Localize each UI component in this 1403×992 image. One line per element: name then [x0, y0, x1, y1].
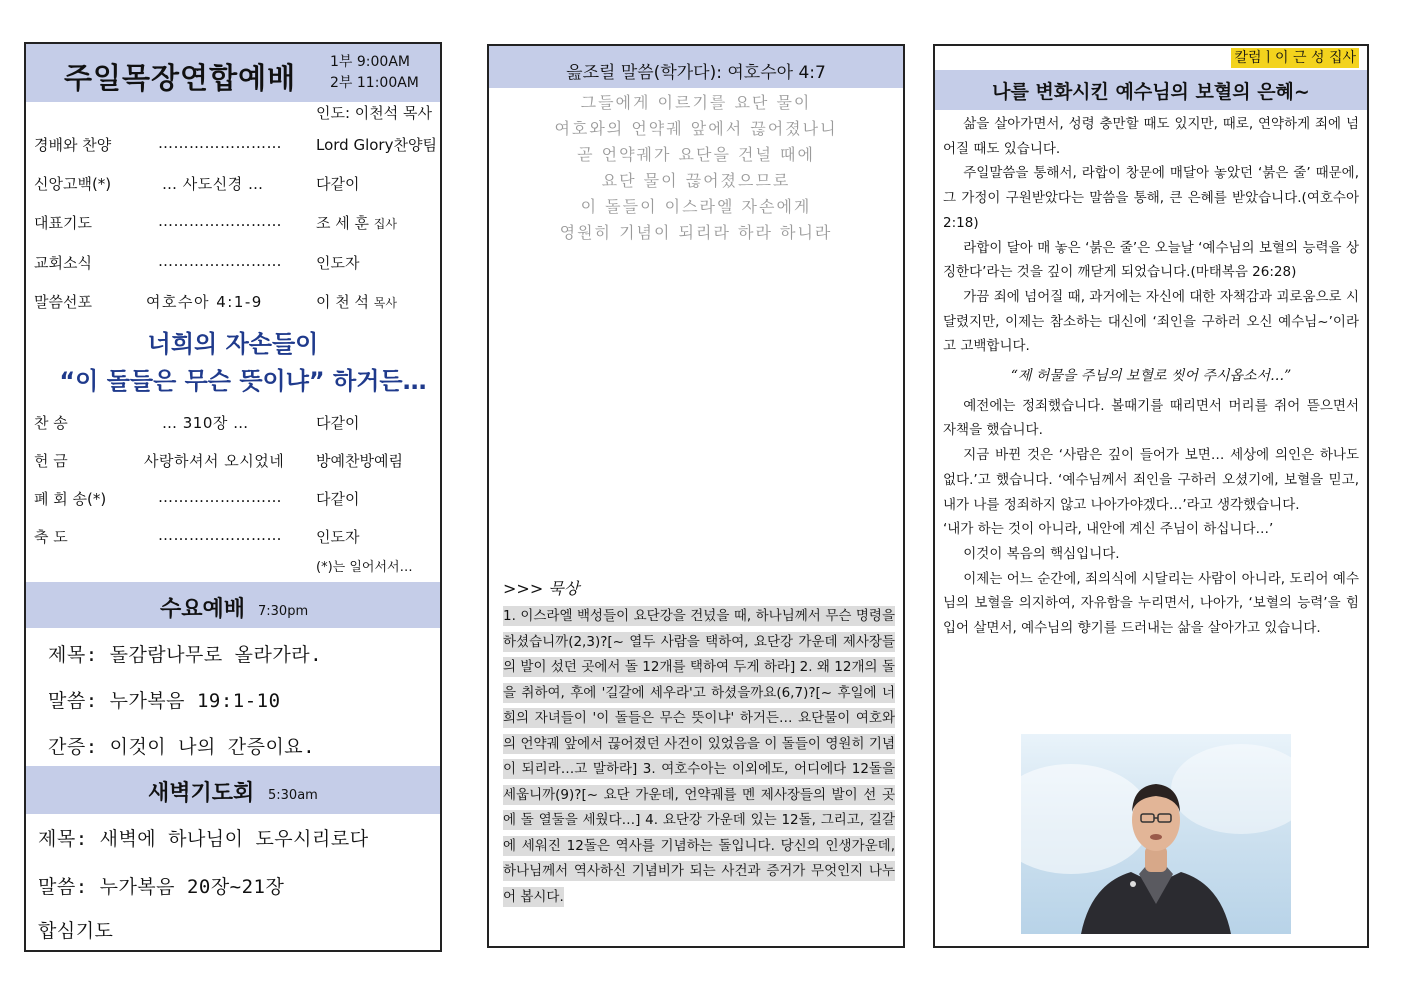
service-leader: 인도: 이천석 목사 — [316, 104, 433, 122]
poem-line: 그들에게 이르기를 요단 물이 — [580, 93, 812, 112]
column-paragraph: 삶을 살아가면서, 성령 충만할 때도 있지만, 때로, 연약하게 죄에 넘어질 때도 있습니다. — [943, 116, 1359, 157]
poem-line: 영원히 기념이 되리라 하라 하니라 — [559, 223, 833, 242]
order-item: 말씀선포 — [34, 293, 92, 311]
service-times — [330, 52, 419, 94]
dawn-prayer: 합심기도 — [38, 920, 114, 942]
column-paragraph: 이것이 복음의 핵심입니다. — [963, 545, 1120, 562]
order-right — [316, 212, 397, 233]
order-right: Lord Glory찬양팀 — [316, 136, 437, 154]
dawn-time: 5:30am — [268, 788, 318, 803]
column-paragraph: 가끔 죄에 넘어질 때, 과거에는 자신에 대한 자책감과 괴로움으로 시달렸지만, 이제는 참소하는 대신에 ‘죄인을 구하러 오신 예수님~’이라고 고백합니다. — [943, 288, 1359, 355]
scripture-meditation-panel — [487, 44, 905, 948]
worship-order-panel — [24, 42, 442, 952]
speaker-figure — [1021, 734, 1291, 934]
order-row — [26, 134, 440, 158]
dawn-title: 새벽기도회 — [148, 781, 255, 806]
service-time-1: 1부 9:00AM — [330, 54, 410, 70]
order-right — [316, 291, 397, 312]
order-row — [26, 291, 440, 315]
service-time-2: 2부 11:00AM — [330, 75, 419, 91]
order-row — [26, 252, 440, 276]
meditation-highlight: 1. 이스라엘 백성들이 요단강을 건넜을 때, 하나님께서 무슨 명령을 하셨습니까(2,3)?[~ 열두 사람을 택하여, 요단강 가운데 제사장들의 발이 섰던 곳에서 돌 12개를 택하여 두게 하라] 2. 왜 12개의 돌을 취하여, 후에 '길갈에 세우라'고 하셨을까요(6,7)?[~ 후일에 너희의 자녀들이 '이 돌들은 무슨 뜻이냐' 하거든… 요단물이 여호와의 언약궤 앞에서 끊어졌던 사건이 있었음을 이 돌들이 영원히 기념이 되리라…고 말하라] 3. 여호수아는 이외에도, 어디에다 12돌을 세웁니까(9)?[~ 요단 가운데, 언약궤를 멘 제사장들의 발이 선 곳에 돌 열둘을 세웠다…] 4. 요단강 가운데 있는 12돌, 그리고, 길갈에 세워진 12돌은 역사를 기념하는 돌입니다. 당신의 인생가운데, 하나님께서 역사하신 기념비가 되는 사건과 증거가 무엇인지 나누어 봅시다. — [503, 608, 895, 905]
meditation-text — [503, 604, 895, 910]
prayer-name: 조 세 훈 — [316, 214, 370, 232]
order-mid: …………………… — [158, 488, 282, 506]
order-item: 축 도 — [34, 528, 68, 546]
order-right: 방예찬방예림 — [316, 452, 403, 470]
order-mid: …………………… — [158, 526, 282, 544]
sunday-service-title: 주일목장연합예배 — [64, 61, 297, 95]
wednesday-scripture: 말씀: 누가복음 19:1-10 — [48, 690, 281, 712]
order-item: 폐 회 송(*) — [34, 490, 107, 508]
order-item: 교회소식 — [34, 254, 92, 272]
order-item: 찬 송 — [34, 414, 68, 432]
handwritten-prayer: “제 허물을 주님의 보혈로 씻어 주시옵소서…” — [1010, 368, 1292, 385]
speaker-photo — [1021, 734, 1291, 934]
column-quote: ‘내가 하는 것이 아니라, 내안에 계신 주님이 하십니다…’ — [943, 521, 1274, 538]
order-right: 다같이 — [316, 490, 360, 508]
column-paragraph: 지금 바뀐 것은 ‘사람은 깊이 들어가 보면… 세상에 의인은 하나도 없다.’고 했습니다. ‘예수님께서 죄인을 구하러 오셨기에, 보혈을 믿고, 내가 나를 정죄하지 않고 나아가야겠다…’라고 생각했습니다. — [943, 447, 1359, 513]
order-item: 신앙고백(*) — [34, 175, 112, 193]
poem-line: 이 돌들이 이스라엘 자손에게 — [580, 197, 812, 216]
dawn-subject: 제목: 새벽에 하나님이 도우시리로다 — [38, 828, 369, 850]
column-paragraph: 예전에는 정죄했습니다. 볼때기를 때리면서 머리를 쥐어 뜯으면서 자책을 했습니다. — [943, 397, 1359, 439]
meditation-label: >>> 묵상 — [503, 579, 580, 598]
order-mid: …………………… — [158, 212, 282, 230]
dawn-scripture: 말씀: 누가복음 20장~21장 — [38, 876, 285, 898]
offering-hymn: 사랑하셔서 오시었네 — [144, 452, 285, 470]
order-item: 경배와 찬양 — [34, 136, 112, 154]
standing-note: (*)는 일어서서… — [316, 560, 413, 575]
order-right: 인도자 — [316, 254, 360, 272]
sermon-title-line2: “이 돌들은 무슨 뜻이냐” 하거든… — [59, 367, 427, 395]
prayer-title: 집사 — [373, 217, 397, 231]
wednesday-time: 7:30pm — [258, 604, 309, 619]
preacher-name: 이 천 석 — [316, 293, 370, 311]
poem-line: 여호와의 언약궤 앞에서 끊어졌나니 — [554, 119, 838, 138]
sermon-scripture: 여호수아 4:1-9 — [146, 293, 263, 311]
column-panel — [933, 44, 1369, 948]
wednesday-subject: 제목: 돌감람나무로 올라가라. — [48, 644, 323, 666]
column-body — [943, 112, 1359, 641]
order-row — [26, 173, 440, 197]
column-badge: 칼럼ㅣ이 근 성 집사 — [1231, 48, 1359, 68]
order-item: 대표기도 — [34, 214, 92, 232]
verse-poem — [489, 90, 903, 246]
verse-title: 읊조릴 말씀(학가다): 여호수아 4:7 — [566, 63, 826, 83]
wednesday-title: 수요예배 — [160, 597, 246, 622]
order-right: 인도자 — [316, 528, 360, 546]
order-item: 헌 금 — [34, 452, 68, 470]
order-right: 다같이 — [316, 414, 360, 432]
order-mid: …………………… — [158, 134, 282, 152]
order-row — [26, 412, 440, 436]
poem-line: 곧 언약궤가 요단을 건널 때에 — [577, 145, 815, 164]
order-row — [26, 526, 440, 550]
column-paragraph: 라합이 달아 매 놓은 ‘붉은 줄’은 오늘날 ‘예수님의 보혈의 능력을 상징한다’라는 것을 깊이 깨닫게 되었습니다.(마태복음 26:28) — [943, 239, 1359, 281]
sermon-title-line1: 너희의 자손들이 — [147, 330, 319, 358]
column-paragraph: 주일말씀을 통해서, 라합이 창문에 매달아 놓았던 ‘붉은 줄’ 때문에, 그 가정이 구원받았다는 말씀을 통해, 큰 은혜를 받았습니다.(여호수아 2:18) — [943, 165, 1359, 231]
wednesday-testimony: 간증: 이것이 나의 간증이요. — [48, 736, 316, 758]
column-paragraph: 이제는 어느 순간에, 죄의식에 시달리는 사람이 아니라, 도리어 예수님의 보혈을 의지하여, 자유함을 누리면서, 나아가, ‘보혈의 능력’을 힘입어 살면서, 예수님의 향기를 드러내는 삶을 살아가고 있습니다. — [943, 570, 1359, 637]
preacher-title: 목사 — [373, 296, 397, 310]
order-row — [26, 450, 440, 474]
order-mid: … 310장 … — [162, 414, 249, 432]
order-mid: … 사도신경 … — [162, 175, 264, 193]
column-title: 나를 변화시킨 예수님의 보혈의 은혜~ — [992, 81, 1310, 103]
order-row — [26, 212, 440, 236]
poem-line: 요단 물이 끊어졌으므로 — [601, 171, 791, 190]
order-row — [26, 488, 440, 512]
order-right: 다같이 — [316, 175, 360, 193]
order-mid: …………………… — [158, 252, 282, 270]
